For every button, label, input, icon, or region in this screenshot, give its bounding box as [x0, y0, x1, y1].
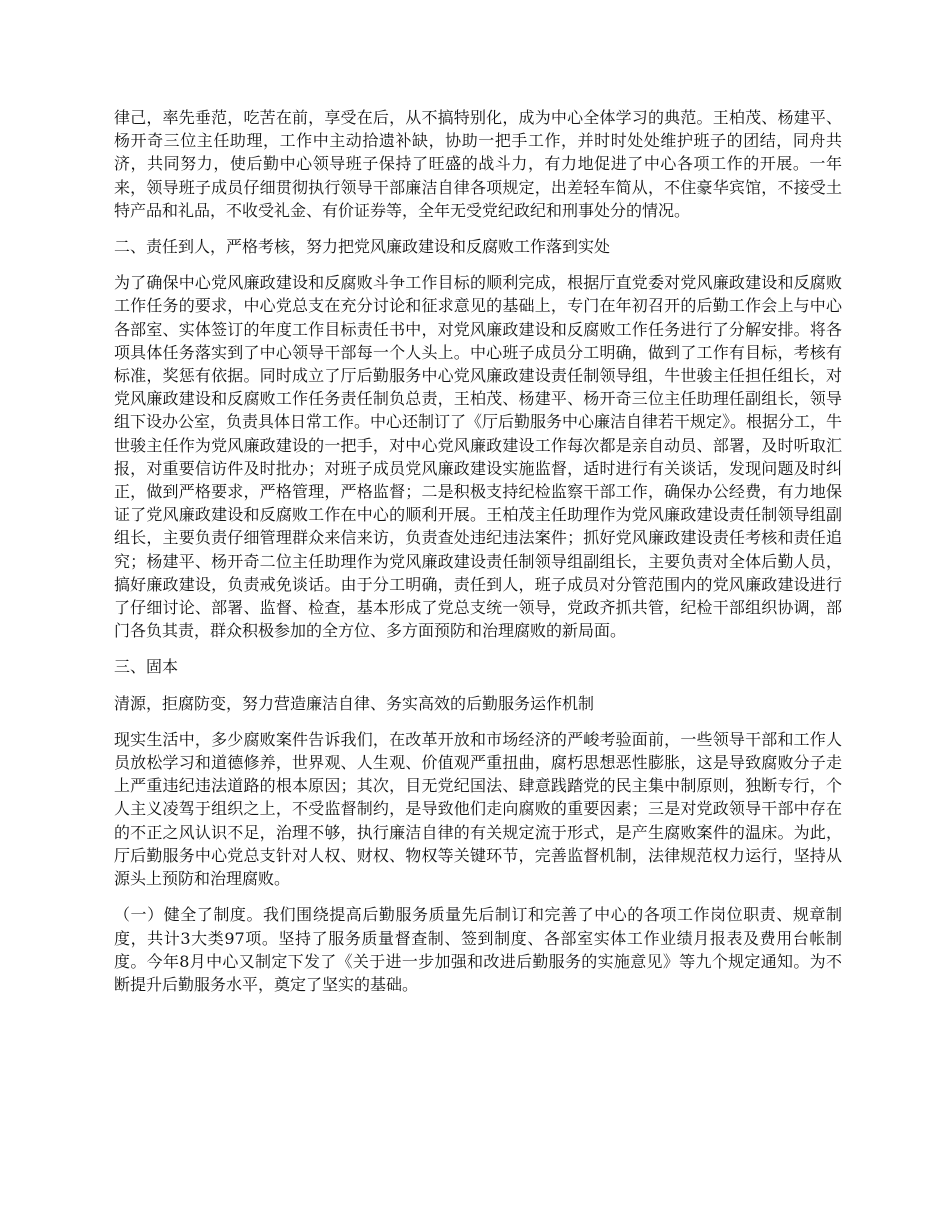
- section-subheading-three: 清源，拒腐防变，努力营造廉洁自律、务实高效的后勤服务运作机制: [114, 693, 595, 713]
- section-heading-two: 二、责任到人，严格考核，努力把党风廉政建设和反腐败工作落到实处: [114, 237, 611, 257]
- paragraph-responsibility: 为了确保中心党风廉政建设和反腐败斗争工作目标的顺利完成，根据厅直党委对党风廉政建设和反腐败工作任务的要求，中心党总支在充分讨论和征求意见的基础上，专门在年初召开的后勤工作会上与中心各部室、实体签订的年度工作目标责任书中，对党风廉政建设和反腐败工作任务进行了分解安排。将各项具体任务落实到了中心领导干部每一个人头上。中心班子成员分工明确，做到了工作有目标，考核有标准，奖惩有依据。同时成立了厅后勤服务中心党风廉政建设责任制领导组，牛世骏主任担任组长，对党风廉政建设和反腐败工作任务责任制负总责，王柏茂、杨建平、杨开奇三位主任助理任副组长，领导组下设办公室，负责具体日常工作。中心还制订了《厅后勤服务中心廉洁自律若干规定》。根据分工，牛世骏主任作为党风廉政建设的一把手，对中心党风廉政建设工作每次都是亲自动员、部署，及时听取汇报，对重要信访件及时批办；对班子成员党风廉政建设实施监督，适时进行有关谈话，发现问题及时纠正，做到严格要求，严格管理，严格监督；二是积极支持纪检监察干部工作，确保办公经费，有力地保证了党风廉政建设和反腐败工作在中心的顺利开展。王柏茂主任助理作为党风廉政建设责任制领导组副组长，主要负责仔细管理群众来信来访，负责查处违纪违法案件；抓好党风廉政建设责任考核和责任追究；杨建平、杨开奇二位主任助理作为党风廉政建设责任制领导组副组长，主要负责对全体后勤人员，搞好廉政建设，负责戒免谈话。由于分工明确，责任到人，班子成员对分管范围内的党风廉政建设进行了仔细讨论、部署、监督、检查，基本形成了党总支统一领导，党政齐抓共管，纪检干部组织协调，部门各负其责，群众积极参加的全方位、多方面预防和治理腐败的新局面。: [114, 273, 843, 641]
- section-heading-three: 三、固本: [114, 657, 179, 677]
- paragraph-system-improvement: （一）健全了制度。我们围绕提高后勤服务质量先后制订和完善了中心的各项工作岗位职责、规章制度，共计3大类97项。坚持了服务质量督查制、签到制度、各部室实体工作业绩月报表及费用台帐制度。今年8月中心又制定下发了《关于进一步加强和改进后勤服务的实施意见》等九个规定通知。为不断提升后勤服务水平，奠定了坚实的基础。: [114, 905, 842, 994]
- paragraph-leadership-discipline: 律己，率先垂范，吃苦在前，享受在后，从不搞特别化，成为中心全体学习的典范。王柏茂、杨建平、杨开奇三位主任助理，工作中主动拾遗补缺，协助一把手工作，并时时处处维护班子的团结，同舟共济，共同努力，使后勤中心领导班子保持了旺盛的战斗力，有力地促进了中心各项工作的开展。一年来，领导班子成员仔细贯彻执行领导干部廉洁自律各项规定，出差轻车简从，不住豪华宾馆，不接受土特产品和礼品，不收受礼金、有价证券等，全年无受党纪政纪和刑事处分的情况。: [114, 108, 842, 220]
- document-body: [114, 106, 842, 1009]
- paragraph-corruption-causes: 现实生活中，多少腐败案件告诉我们，在改革开放和市场经济的严峻考验面前，一些领导干部和工作人员放松学习和道德修养，世界观、人生观、价值观严重扭曲，腐朽思想恶性膨胀，这是导致腐败分子走上严重违纪违法道路的根本原因；其次，目无党纪国法、肆意践踏党的民主集中制原则，独断专行，个人主义凌驾于组织之上，不受监督制约，是导致他们走向腐败的重要因素；三是对党政领导干部中存在的不正之风认识不足，治理不够，执行廉洁自律的有关规定流于形式，是产生腐败案件的温床。为此，厅后勤服务中心党总支针对人权、财权、物权等关键环节，完善监督机制，法律规范权力运行，坚持从源头上预防和治理腐败。: [114, 729, 842, 889]
